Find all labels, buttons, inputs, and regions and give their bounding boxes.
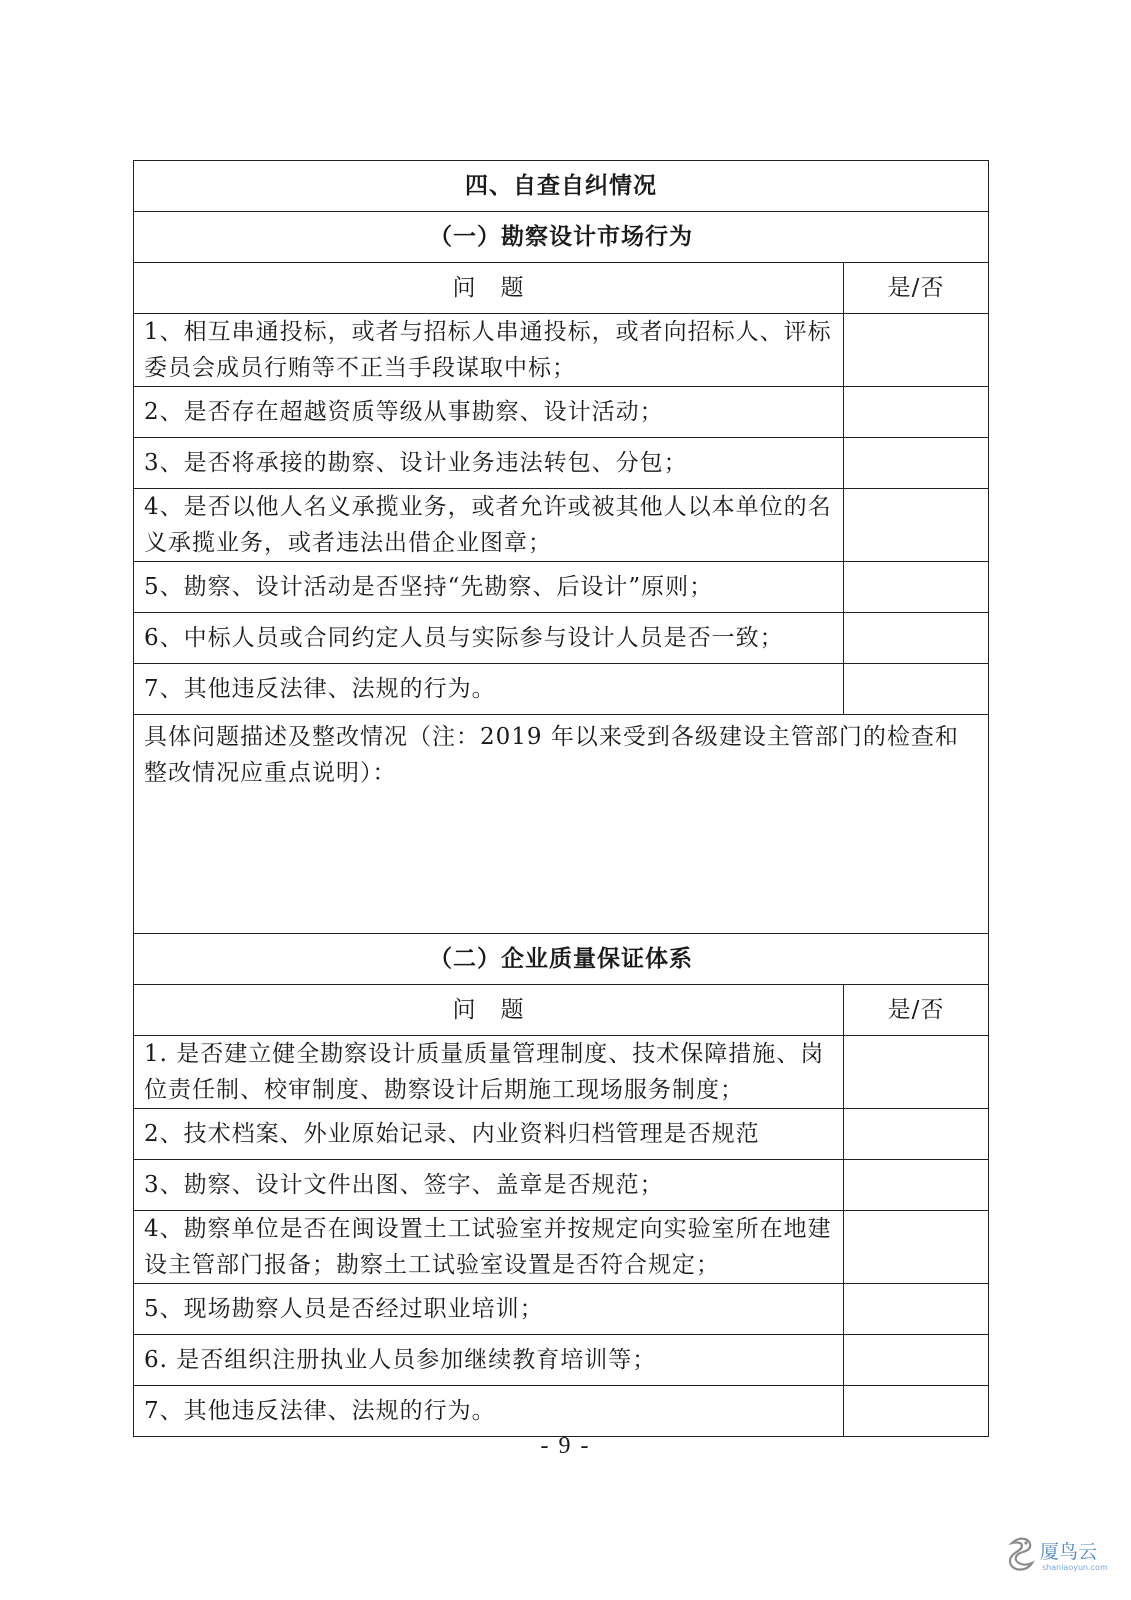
watermark-subtext: shaniaoyun.com bbox=[1042, 1563, 1108, 1572]
section1-subtitle-row bbox=[134, 212, 989, 263]
table-row bbox=[134, 489, 989, 562]
column-question-header: 问 题 bbox=[134, 263, 844, 314]
answer-cell[interactable] bbox=[844, 562, 989, 613]
answer-cell[interactable] bbox=[844, 664, 989, 715]
page-number: - 9 - bbox=[540, 1433, 591, 1459]
table-row bbox=[134, 1036, 989, 1109]
section-title-row bbox=[134, 161, 989, 212]
question-cell: 3、是否将承接的勘察、设计业务违法转包、分包； bbox=[134, 438, 844, 489]
question-cell: 1. 是否建立健全勘察设计质量质量管理制度、技术保障措施、岗位责任制、校审制度、勘察设计后期施工现场服务制度； bbox=[134, 1036, 844, 1109]
description-row bbox=[134, 715, 989, 934]
answer-cell[interactable] bbox=[844, 1386, 989, 1437]
table-row bbox=[134, 664, 989, 715]
section2-column-header bbox=[134, 985, 989, 1036]
column-question-header: 问 题 bbox=[134, 985, 844, 1036]
table-row bbox=[134, 438, 989, 489]
table-row bbox=[134, 1211, 989, 1284]
answer-cell[interactable] bbox=[844, 1335, 989, 1386]
section2-subtitle: （二）企业质量保证体系 bbox=[134, 934, 989, 985]
question-cell: 2、技术档案、外业原始记录、内业资料归档管理是否规范 bbox=[134, 1109, 844, 1160]
question-cell: 4、是否以他人名义承揽业务，或者允许或被其他人以本单位的名义承揽业务，或者违法出借企业图章； bbox=[134, 489, 844, 562]
answer-cell[interactable] bbox=[844, 1109, 989, 1160]
table-row bbox=[134, 613, 989, 664]
question-cell: 4、勘察单位是否在闽设置土工试验室并按规定向实验室所在地建设主管部门报备；勘察土工试验室设置是否符合规定； bbox=[134, 1211, 844, 1284]
table-row bbox=[134, 314, 989, 387]
section2-subtitle-row bbox=[134, 934, 989, 985]
question-cell: 7、其他违反法律、法规的行为。 bbox=[134, 664, 844, 715]
question-cell: 2、是否存在超越资质等级从事勘察、设计活动； bbox=[134, 387, 844, 438]
answer-cell[interactable] bbox=[844, 387, 989, 438]
watermark-text: 厦鸟云 bbox=[1040, 1541, 1098, 1563]
table-row bbox=[134, 1109, 989, 1160]
question-cell: 5、现场勘察人员是否经过职业培训； bbox=[134, 1284, 844, 1335]
table-row bbox=[134, 1386, 989, 1437]
question-cell: 1、相互串通投标，或者与招标人串通投标，或者向招标人、评标委员会成员行贿等不正当手段谋取中标； bbox=[134, 314, 844, 387]
table-row bbox=[134, 1335, 989, 1386]
question-cell: 7、其他违反法律、法规的行为。 bbox=[134, 1386, 844, 1437]
section-title: 四、自查自纠情况 bbox=[134, 161, 989, 212]
answer-cell[interactable] bbox=[844, 1211, 989, 1284]
section1-subtitle: （一）勘察设计市场行为 bbox=[134, 212, 989, 263]
column-answer-header: 是/否 bbox=[844, 263, 989, 314]
answer-cell[interactable] bbox=[844, 1284, 989, 1335]
column-answer-header: 是/否 bbox=[844, 985, 989, 1036]
bird-logo-icon bbox=[1004, 1533, 1038, 1577]
answer-cell[interactable] bbox=[844, 613, 989, 664]
answer-cell[interactable] bbox=[844, 489, 989, 562]
table-row bbox=[134, 1160, 989, 1211]
answer-cell[interactable] bbox=[844, 438, 989, 489]
table-row bbox=[134, 562, 989, 613]
answer-cell[interactable] bbox=[844, 314, 989, 387]
watermark-logo bbox=[1004, 1533, 1124, 1581]
table-row bbox=[134, 387, 989, 438]
answer-cell[interactable] bbox=[844, 1036, 989, 1109]
description-field[interactable]: 具体问题描述及整改情况（注：2019 年以来受到各级建设主管部门的检查和整改情况应重点说明）： bbox=[134, 715, 989, 934]
question-cell: 5、勘察、设计活动是否坚持“先勘察、后设计”原则； bbox=[134, 562, 844, 613]
self-inspection-table bbox=[133, 160, 989, 1437]
answer-cell[interactable] bbox=[844, 1160, 989, 1211]
question-cell: 6. 是否组织注册执业人员参加继续教育培训等； bbox=[134, 1335, 844, 1386]
section1-column-header bbox=[134, 263, 989, 314]
question-cell: 3、勘察、设计文件出图、签字、盖章是否规范； bbox=[134, 1160, 844, 1211]
question-cell: 6、中标人员或合同约定人员与实际参与设计人员是否一致； bbox=[134, 613, 844, 664]
table-row bbox=[134, 1284, 989, 1335]
